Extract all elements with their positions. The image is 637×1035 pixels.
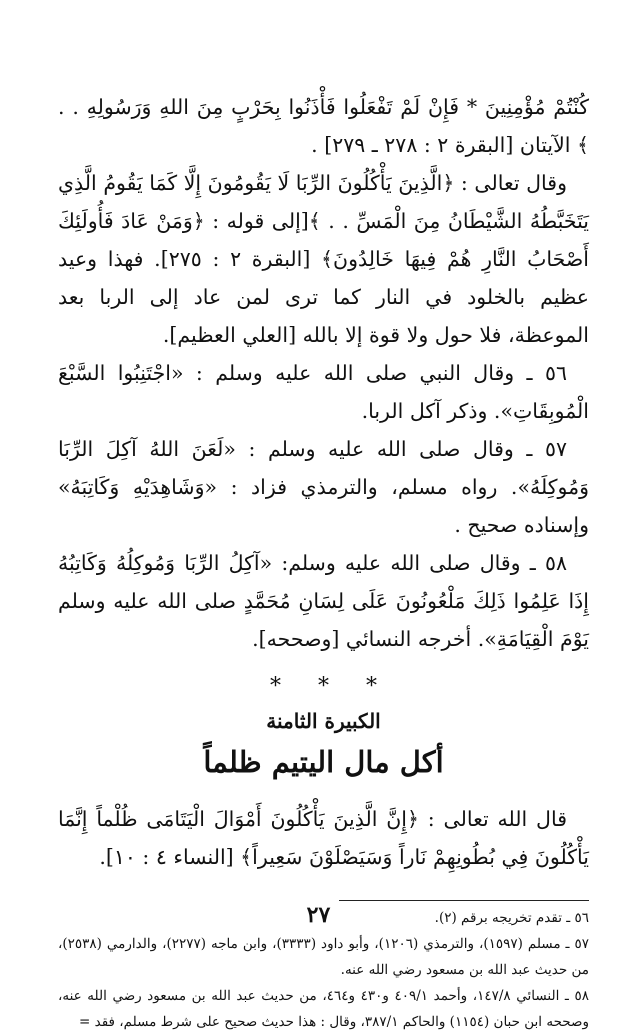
- footnote-divider: [339, 900, 589, 901]
- chapter-number: الكبيرة الثامنة: [266, 709, 381, 733]
- footnote-58: ٥٨ ـ النسائي ١٤٧/٨، وأحمد ٤٠٩/١ و٤٣٠ و٤٦٤، من حديث عبد الله بن مسعود رضي الله عنه، وصححه ابن حبان (١١٥٤) والحاكم ٣٨٧/١، وقال : هذا حديث صحيح على شرط مسلم، فقد =: [58, 988, 589, 1030]
- book-page: [58, 88, 590, 1030]
- paragraph-riba-verse: وقال تعالى : ﴿الَّذِينَ يَأْكُلُونَ الرِّبَا لَا يَقُومُونَ إِلَّا كَمَا يَقُومُ الَّذِي يَتَخَبَّطُهُ الشَّيْطَانُ مِنَ الْمَسِّ . . ﴾[إلى قوله : ﴿وَمَنْ عَادَ فَأُولَئِكَ أَصْحَابُ النَّارِ هُمْ فِيهَا خَالِدُونَ﴾ [البقرة ٢ : ٢٧٥]. فهذا وعيد عظيم بالخلود في النار كما ترى لمن عاد إلى الربا بعد الموعظة، فلا حول ولا قوة إلا بالله [العلي العظيم].: [58, 171, 589, 347]
- chapter-title: أكل مال اليتيم ظلماً: [203, 745, 444, 779]
- footnote-57: ٥٧ ـ مسلم (١٥٩٧)، والترمذي (١٢٠٦)، وأبو داود (٣٣٣٣)، وابن ماجه (٢٢٧٧)، والدارمي (٢٥٣٨)، من حديث عبد الله بن مسعود رضي الله عنه.: [58, 936, 590, 978]
- footnote-56: ٥٦ ـ تقدم تخريجه برقم (٢).: [434, 910, 589, 926]
- page-number: ٢٧: [306, 902, 331, 928]
- hadith-58: ٥٨ ـ وقال صلى الله عليه وسلم: «آكِلُ الرِّبَا وَمُوكِلُهُ وَكَاتِبُهُ إِذَا عَلِمُوا ذَلِكَ مَلْعُونُونَ عَلَى لِسَانِ مُحَمَّدٍ صلى الله عليه وسلم يَوْمَ الْقِيَامَةِ». أخرجه النسائي [وصححه].: [58, 551, 589, 651]
- chapter-body: قال الله تعالى : ﴿إِنَّ الَّذِينَ يَأْكُلُونَ أَمْوَالَ الْيَتَامَى ظُلْماً إِنَّمَا يَأْكُلُونَ فِي بُطُونِهِمْ نَاراً وَسَيَصْلَوْنَ سَعِيراً﴾ [النساء ٤ : ١٠].: [58, 807, 589, 869]
- section-separator: * * *: [270, 674, 377, 699]
- hadith-57: ٥٧ ـ وقال صلى الله عليه وسلم : «لَعَنَ اللهُ آكِلَ الرِّبَا وَمُوكِلَهُ». رواه مسلم، والترمذي فزاد : «وَشَاهِدَيْهِ وَكَاتِبَهُ» وإسناده صحيح .: [58, 437, 589, 537]
- hadith-56: ٥٦ ـ وقال النبي صلى الله عليه وسلم : «اجْتَنِبُوا السَّبْعَ الْمُوبِقَاتِ». وذكر آكل الربا.: [58, 361, 589, 423]
- paragraph-verse-continuation: كُنْتُمْ مُؤْمِنِينَ * فَإِنْ لَمْ تَفْعَلُوا فَأْذَنُوا بِحَرْبٍ مِنَ اللهِ وَرَسُولِهِ . . ﴾ الآيتان [البقرة ٢ : ٢٧٨ ـ ٢٧٩] .: [58, 95, 589, 157]
